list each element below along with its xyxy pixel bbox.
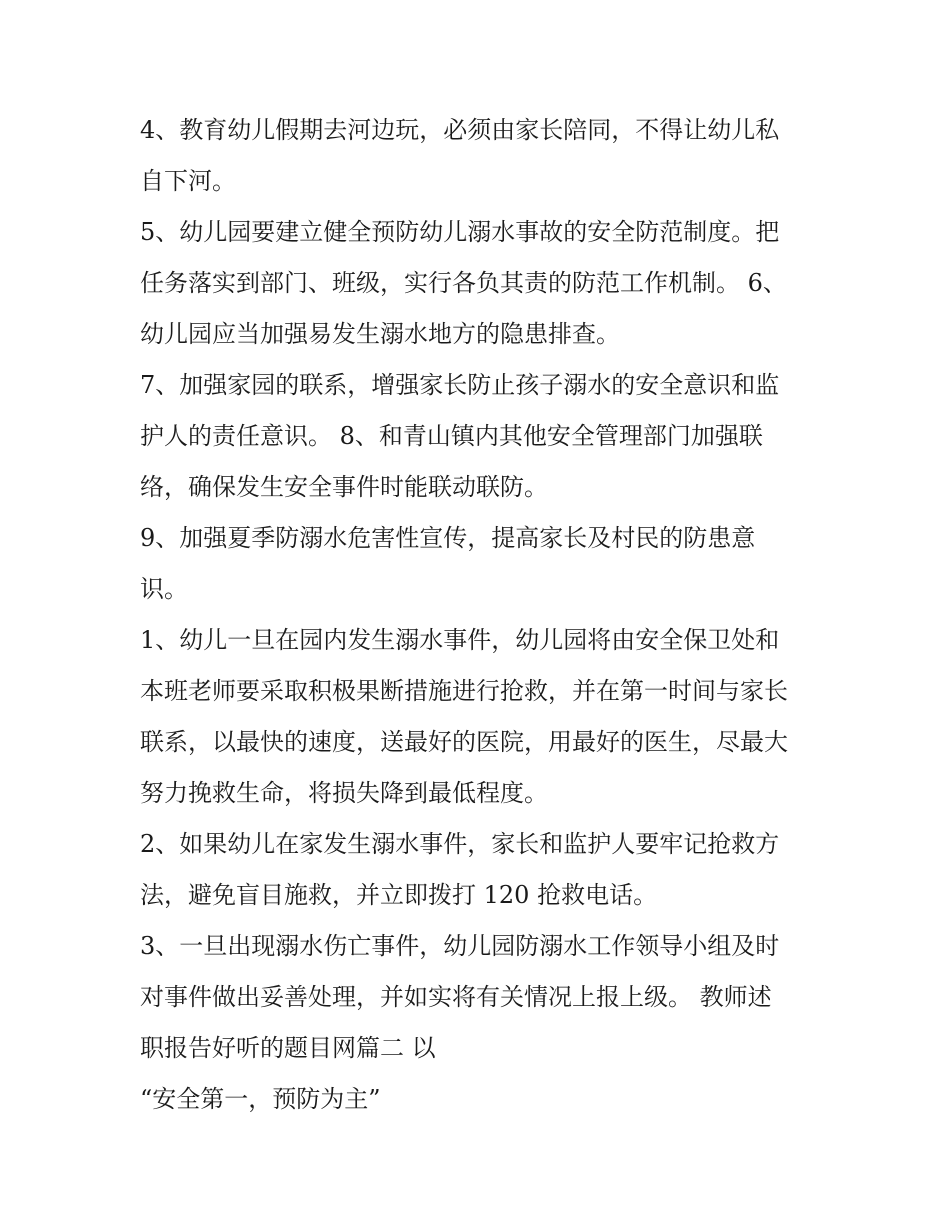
text-line: 9、加强夏季防溺水危害性宣传，提高家长及村民的防患意 xyxy=(140,524,756,552)
text-line: 法，避免盲目施救，并立即拨打 120 抢救电话。 xyxy=(140,881,658,909)
text-line: 7、加强家园的联系，增强家长防止孩子溺水的安全意识和监 xyxy=(140,371,780,399)
text-line: 护人的责任意识。 8、和青山镇内其他安全管理部门加强联 xyxy=(140,422,763,450)
text-line: “安全第一，预防为主” xyxy=(140,1085,381,1113)
text-line: 职报告好听的题目网篇二 以 xyxy=(140,1034,436,1062)
text-line: 对事件做出妥善处理，并如实将有关情况上报上级。 教师述 xyxy=(140,983,772,1011)
text-line: 2、如果幼儿在家发生溺水事件，家长和监护人要牢记抢救方 xyxy=(140,830,780,858)
text-line: 3、一旦出现溺水伤亡事件，幼儿园防溺水工作领导小组及时 xyxy=(140,932,780,960)
text-line: 幼儿园应当加强易发生溺水地方的隐患排查。 xyxy=(140,320,620,348)
text-line: 1、幼儿一旦在园内发生溺水事件，幼儿园将由安全保卫处和 xyxy=(140,626,780,654)
text-line: 联系，以最快的速度，送最好的医院，用最好的医生，尽最大 xyxy=(140,728,788,756)
text-line: 络，确保发生安全事件时能联动联防。 xyxy=(140,473,548,501)
text-line: 识。 xyxy=(140,575,188,603)
document-body xyxy=(140,105,820,1125)
text-line: 4、教育幼儿假期去河边玩，必须由家长陪同，不得让幼儿私 xyxy=(140,116,780,144)
text-line: 自下河。 xyxy=(140,167,236,195)
text-line: 任务落实到部门、班级，实行各负其责的防范工作机制。 6、 xyxy=(140,269,787,297)
text-line: 本班老师要采取积极果断措施进行抢救，并在第一时间与家长 xyxy=(140,677,788,705)
text-line: 5、幼儿园要建立健全预防幼儿溺水事故的安全防范制度。把 xyxy=(140,218,780,246)
text-line: 努力挽救生命，将损失降到最低程度。 xyxy=(140,779,548,807)
